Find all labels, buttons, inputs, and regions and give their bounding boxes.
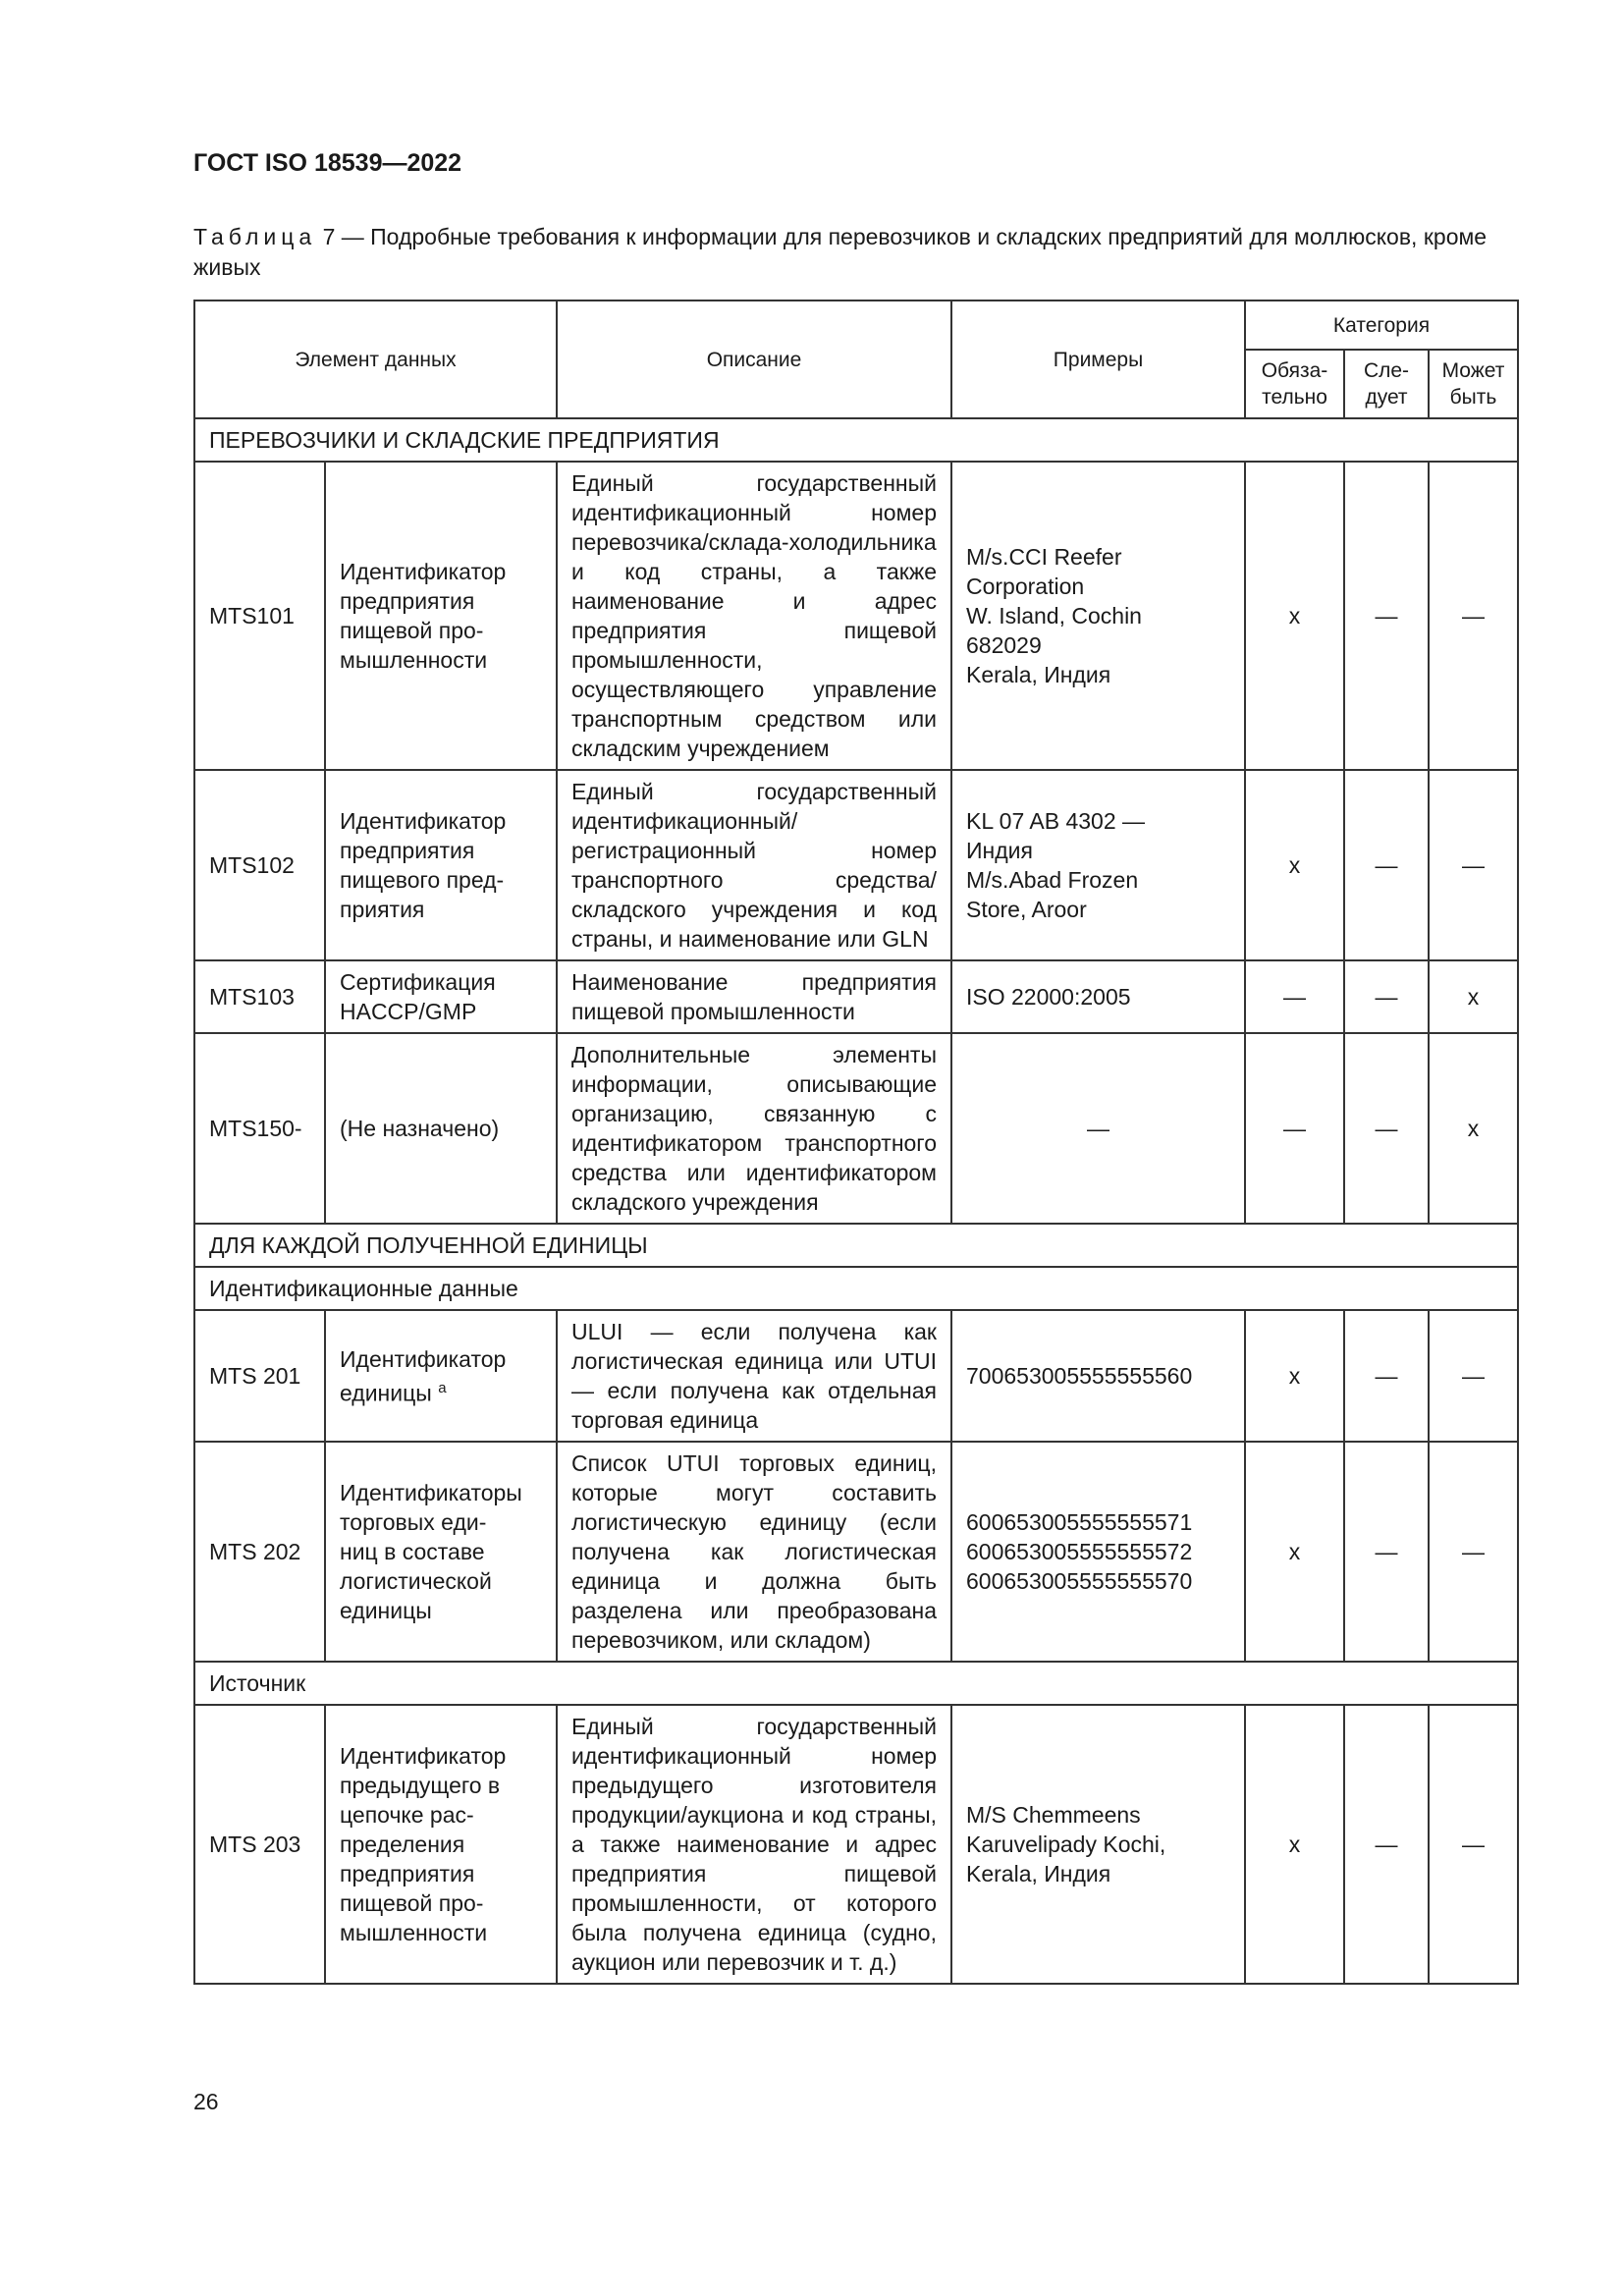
row-may: —	[1429, 1442, 1518, 1662]
row-description: Единый государственный идентификационный номер предыдущего изготовителя продукции/аукциона и код страны, а также наименование и адрес предприятия пищевой промышленности, от которого была получена единица (судно, аукцион или перевозчик и т. д.)	[557, 1705, 951, 1984]
row-example: M/s.CCI Reefer Corporation W. Island, Cochin 682029 Kerala, Индия	[951, 462, 1245, 770]
table-row	[194, 960, 1518, 1033]
page-number: 26	[193, 2089, 219, 2114]
caption-label: Таблица	[193, 224, 317, 249]
row-name: Идентификатор предприятия пищевого пред- приятия	[325, 770, 557, 960]
row-name: Идентификатор предыдущего в цепочке рас- пределения предприятия пищевой про- мышленности	[325, 1705, 557, 1984]
table-row	[194, 462, 1518, 770]
header-mandatory: Обяза- тельно	[1245, 350, 1344, 418]
row-may: —	[1429, 770, 1518, 960]
row-example: M/S Chemmeens Karuvelipady Kochi, Kerala, Индия	[951, 1705, 1245, 1984]
row-name: (Не назначено)	[325, 1033, 557, 1224]
row-mandatory: x	[1245, 1705, 1344, 1984]
footnote-marker: a	[438, 1379, 447, 1396]
row-name: Сертификация HACCP/GMP	[325, 960, 557, 1033]
row-name: Идентификаторы торговых еди- ниц в составе логистической единицы	[325, 1442, 557, 1662]
caption-text: 7 — Подробные требования к информации для перевозчиков и складских предприятий для моллюсков, кроме живых	[193, 224, 1488, 280]
header-examples: Примеры	[951, 301, 1245, 418]
row-name-cell	[325, 1310, 557, 1442]
header-category: Категория	[1245, 301, 1518, 350]
row-code: MTS101	[194, 462, 325, 770]
row-may: —	[1429, 1705, 1518, 1984]
row-code: MTS 201	[194, 1310, 325, 1442]
row-should: —	[1344, 1442, 1429, 1662]
requirements-table	[193, 300, 1519, 1985]
row-description: ULUI — если получена как логистическая единица или UTUI — если получена как отдельная торговая единица	[557, 1310, 951, 1442]
table-row	[194, 770, 1518, 960]
document-header: ГОСТ ISO 18539—2022	[193, 149, 462, 177]
row-mandatory: x	[1245, 1442, 1344, 1662]
header-may: Может быть	[1429, 350, 1518, 418]
header-element: Элемент данных	[194, 301, 557, 418]
table-row	[194, 1310, 1518, 1442]
row-name: Идентификатор предприятия пищевой про- мышленности	[325, 462, 557, 770]
row-description: Дополнительные элементы информации, описывающие организацию, связанную с идентификатором транспортного средства или идентификатором складского учреждения	[557, 1033, 951, 1224]
row-example: KL 07 AB 4302 — Индия M/s.Abad Frozen Store, Aroor	[951, 770, 1245, 960]
row-description: Единый государственный идентификационный номер перевозчика/склада-холодильника и код страны, а также наименование и адрес предприятия пищевой промышленности, осуществляющего управление транспортным средством или складским учреждением	[557, 462, 951, 770]
row-description: Единый государственный идентификационный/регистрационный номер транспортного средства/складского учреждения и код страны, и наименование или GLN	[557, 770, 951, 960]
table-caption	[193, 222, 1517, 283]
row-may: x	[1429, 960, 1518, 1033]
header-description: Описание	[557, 301, 951, 418]
row-should: —	[1344, 960, 1429, 1033]
row-example: —	[951, 1033, 1245, 1224]
row-mandatory: x	[1245, 770, 1344, 960]
row-mandatory: x	[1245, 1310, 1344, 1442]
row-code: MTS 202	[194, 1442, 325, 1662]
row-code: MTS102	[194, 770, 325, 960]
row-example: 700653005555555560	[951, 1310, 1245, 1442]
subsection-row: Источник	[194, 1662, 1518, 1705]
section-row: ДЛЯ КАЖДОЙ ПОЛУЧЕННОЙ ЕДИНИЦЫ	[194, 1224, 1518, 1267]
table-row	[194, 1033, 1518, 1224]
row-should: —	[1344, 770, 1429, 960]
row-mandatory: x	[1245, 462, 1344, 770]
row-should: —	[1344, 462, 1429, 770]
row-should: —	[1344, 1705, 1429, 1984]
row-mandatory: —	[1245, 960, 1344, 1033]
row-description: Наименование предприятия пищевой промышленности	[557, 960, 951, 1033]
row-example: ISO 22000:2005	[951, 960, 1245, 1033]
row-description: Список UTUI торговых единиц, которые могут составить логистическую единицу (если получена как логистическая единица и должна быть разделена или преобразована перевозчиком, или складом)	[557, 1442, 951, 1662]
row-should: —	[1344, 1310, 1429, 1442]
row-may: —	[1429, 462, 1518, 770]
row-mandatory: —	[1245, 1033, 1344, 1224]
row-should: —	[1344, 1033, 1429, 1224]
row-may: —	[1429, 1310, 1518, 1442]
section-row: ПЕРЕВОЗЧИКИ И СКЛАДСКИЕ ПРЕДПРИЯТИЯ	[194, 418, 1518, 462]
row-may: x	[1429, 1033, 1518, 1224]
subsection-row: Идентификационные данные	[194, 1267, 1518, 1310]
row-code: MTS 203	[194, 1705, 325, 1984]
table-row	[194, 1442, 1518, 1662]
row-code: MTS150-	[194, 1033, 325, 1224]
header-should: Сле- дует	[1344, 350, 1429, 418]
row-code: MTS103	[194, 960, 325, 1033]
row-name: Идентификатор единицы	[340, 1345, 507, 1406]
row-example: 600653005555555571 600653005555555572 600653005555555570	[951, 1442, 1245, 1662]
table-row	[194, 1705, 1518, 1984]
